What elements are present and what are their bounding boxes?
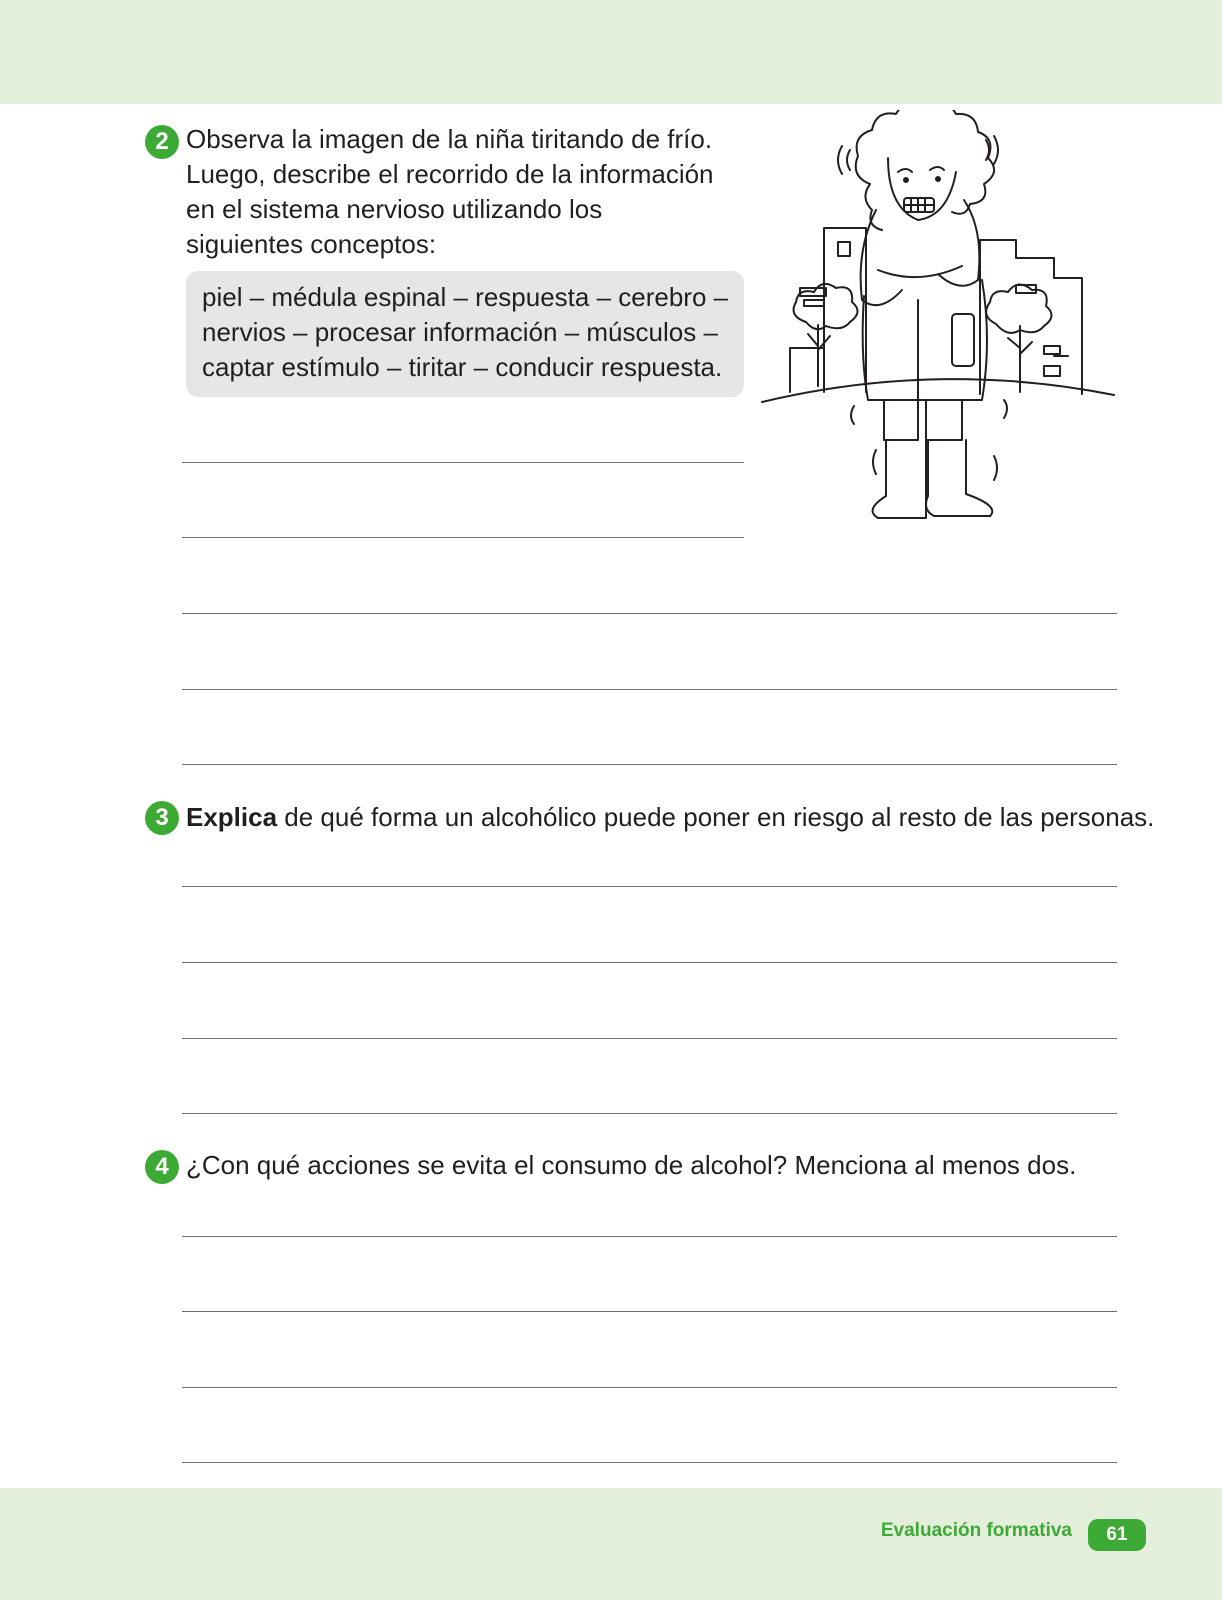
page-number-badge: 61 bbox=[1088, 1519, 1146, 1551]
concepts-box bbox=[186, 271, 744, 397]
answer-line[interactable] bbox=[182, 613, 1117, 614]
concepts-line: captar estímulo – tiritar – conducir respuesta. bbox=[202, 352, 723, 382]
concepts-line: nervios – procesar información – músculos – bbox=[202, 317, 718, 347]
question-2-prompt bbox=[186, 122, 746, 262]
question-2-line: Luego, describe el recorrido de la información bbox=[186, 159, 714, 189]
top-header-band bbox=[0, 0, 1222, 104]
question-2-line: siguientes conceptos: bbox=[186, 229, 437, 259]
answer-line[interactable] bbox=[182, 689, 1117, 690]
footer-section-title: Evaluación formativa bbox=[880, 1520, 1072, 1541]
question-2-line: Observa la imagen de la niña tiritando de frío. bbox=[186, 124, 713, 154]
answer-line[interactable] bbox=[182, 1113, 1117, 1114]
question-4-prompt: ¿Con qué acciones se evita el consumo de alcohol? Menciona al menos dos. bbox=[186, 1150, 1077, 1180]
question-2-line: en el sistema nervioso utilizando los bbox=[186, 194, 603, 224]
answer-line[interactable] bbox=[182, 886, 1117, 887]
footer-band bbox=[0, 1488, 1222, 1600]
question-2-number-badge: 2 bbox=[145, 125, 179, 159]
girl-shivering-cold-icon bbox=[758, 110, 1124, 540]
answer-line[interactable] bbox=[182, 1387, 1117, 1388]
question-3-number-badge: 3 bbox=[145, 801, 179, 835]
answer-line[interactable] bbox=[182, 537, 744, 538]
answer-line[interactable] bbox=[182, 1236, 1117, 1237]
answer-line[interactable] bbox=[182, 1462, 1117, 1463]
answer-line[interactable] bbox=[182, 1038, 1117, 1039]
question-3-verb: Explica bbox=[186, 802, 278, 832]
answer-line[interactable] bbox=[182, 764, 1117, 765]
answer-line[interactable] bbox=[182, 1311, 1117, 1312]
question-4-number-badge: 4 bbox=[145, 1150, 179, 1184]
question-3-text: de qué forma un alcohólico puede poner en riesgo al resto de las personas. bbox=[277, 802, 1155, 832]
answer-line[interactable] bbox=[182, 462, 744, 463]
answer-line[interactable] bbox=[182, 962, 1117, 963]
question-3-prompt bbox=[186, 800, 1155, 835]
concepts-line: piel – médula espinal – respuesta – cerebro – bbox=[202, 282, 729, 312]
